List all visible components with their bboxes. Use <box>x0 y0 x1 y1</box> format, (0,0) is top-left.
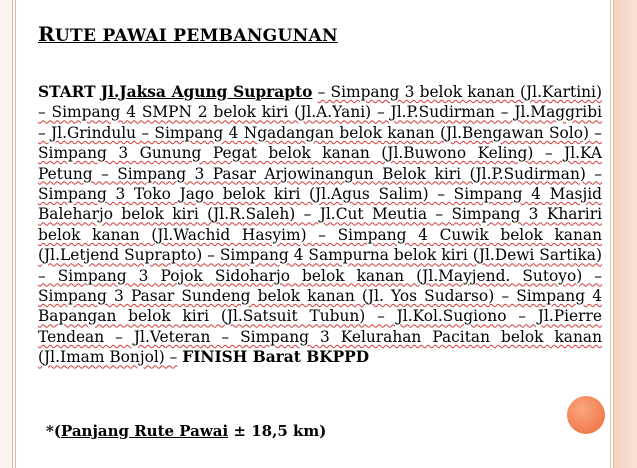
note-text: Panjang Rute Pawai <box>60 422 229 440</box>
decorative-circle <box>567 396 605 434</box>
title-rest: UTE PAWAI PEMBANGUNAN <box>54 26 338 46</box>
route-start: START <box>38 83 96 101</box>
frame-line <box>15 0 16 468</box>
right-border-band <box>614 0 637 468</box>
route-finish: FINISH Barat BKPPD <box>182 348 370 367</box>
page-title <box>38 22 338 46</box>
left-border-band <box>0 0 12 468</box>
route-start-street: Jl.Jaksa Agung Suprapto <box>100 83 313 101</box>
title-initial: R <box>38 22 55 46</box>
note-suffix: ± 18,5 km) <box>228 422 327 440</box>
frame-line <box>610 0 611 468</box>
route-length-note <box>46 422 326 440</box>
route-paragraph <box>38 82 602 368</box>
frame-line <box>12 0 13 468</box>
note-prefix: *( <box>46 422 61 440</box>
route-body: – Simpang 3 belok kanan (Jl.Kartini) – Simpang 4 SMPN 2 belok kiri (Jl.A.Yani) – Jl.P.Sudirman – Jl.Maggribi – Jl.Grindulu – Simpang 4 Ngadangan belok kanan (Jl.Bengawan Solo) – Simpang 3 Gunung Pegat belok kanan (Jl.Buwono Keling) – Jl.KA Petung – Simpang 3 Pasar Arjowinangun Belok kiri (Jl.P.Sudirman) – Simpang 3 Toko Jago belok kiri (Jl.Agus Salim) – Simpang 4 Masjid Baleharjo belok kiri (Jl.R.Saleh) – Jl.Cut Meutia – Simpang 3 Khariri belok kanan (Jl.Wachid Hasyim) – Simpang 4 Cuwik belok kanan (Jl.Letjend Suprapto) – Simpang 4 Sampurna belok kiri (Jl.Dewi Sartika) – Simpang 3 Pojok Sidoharjo belok kanan (Jl.Mayjend. Sutoyo) – Simpang 3 Pasar Sundeng belok kanan (Jl. Yos Sudarso) – Simpang 4 Bapangan belok kiri (Jl.Satsuit Tubun) – Jl.Kol.Sugiono – Jl.Pierre Tendean – Jl.Veteran – Simpang 3 Kelurahan Pacitan belok kanan (Jl.Imam Bonjol) – <box>38 83 602 367</box>
